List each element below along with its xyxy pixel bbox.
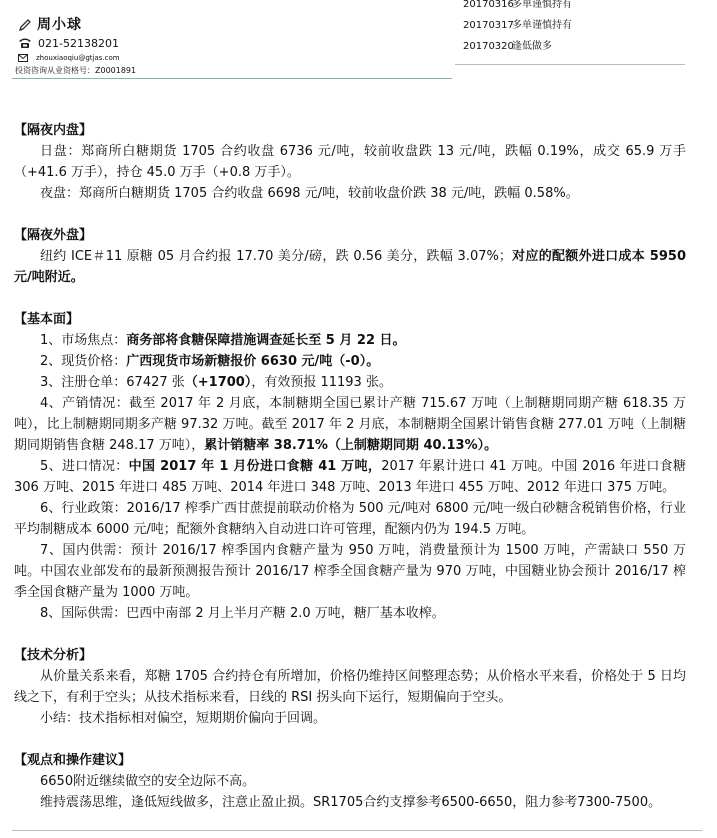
footer-divider: [12, 830, 702, 831]
industry-policy-item: 6、行业政策：2016/17 榨季广西甘蔗提前联动价格为 500 元/吨对 6800 元/吨一级白砂糖含税销售价格，行业平均制糖成本 6000 元/吨；配额外食糖纳入自动进口许可管理，配额内仍为 194.5 万吨。: [14, 501, 686, 537]
history-text: 多单谨慎持有: [512, 0, 572, 10]
warehouse-receipt-count: 3、注册仓单：67427 张: [40, 375, 185, 390]
section-title-overnight-domestic: 【隔夜内盘】: [14, 123, 93, 138]
spacer: [14, 288, 686, 309]
domestic-supply-demand-item: 7、国内供需：预计 2016/17 榨季国内食糖产量为 950 万吨，消费量预计为 1500 万吨，产需缺口 550 万吨。中国农业部发布的最新预测报告预计 2016/17 榨季全国食糖产量为 970 万吨，中国糖业协会预计 2016/17 榨季全国食糖产量为 1000 万吨。: [14, 543, 686, 600]
warehouse-receipt-change: （+1700）: [184, 375, 252, 390]
spot-price-label: 2、现货价格：: [40, 354, 127, 369]
history-date: 20170316: [463, 0, 514, 10]
imports-item: [14, 456, 686, 498]
section-title-fundamentals: 【基本面】: [14, 312, 80, 327]
history-date: 20170317: [463, 20, 514, 31]
spacer: [14, 204, 686, 225]
spot-price-item: [14, 351, 686, 372]
analyst-name: 周小球: [37, 16, 82, 33]
header-divider: [12, 78, 452, 79]
imports-label: 5、进口情况：: [40, 459, 129, 474]
night-session-paragraph: 夜盘：郑商所白糖期货 1705 合约收盘 6698 元/吨，较前收盘价跌 38 元/吨，跌幅 0.58%。: [40, 186, 579, 201]
spot-price-text: 广西现货市场新糖报价 6630 元/吨（-0）。: [126, 354, 380, 369]
history-divider: [455, 64, 685, 65]
advice-paragraph-1: 6650附近继续做空的安全边际不高。: [40, 774, 256, 789]
license-number: 投资咨询从业资格号：Z0001891: [15, 66, 137, 75]
section-title-overnight-foreign: 【隔夜外盘】: [14, 228, 93, 243]
day-session-paragraph: 日盘：郑商所白糖期货 1705 合约收盘 6736 元/吨，较前收盘跌 13 元/吨，跌幅 0.19%，成交 65.9 万手（+41.6 万手），持仓 45.0 万手（+0.8 万手）。: [14, 144, 686, 180]
history-item: [463, 15, 703, 36]
market-focus-item: [14, 330, 686, 351]
recommendation-history: [463, 0, 703, 57]
warehouse-receipt-item: [14, 372, 686, 393]
import-cost-highlight: 对应的配额外进口成本 5950 元/吨附近。: [14, 249, 686, 285]
section-title-technical: 【技术分析】: [14, 648, 93, 663]
phone-number: 021-52138201: [38, 36, 119, 50]
market-focus-text: 商务部将食糖保障措施调查延长至 5 月 22 日。: [126, 333, 406, 348]
email-icon: [18, 54, 28, 62]
warehouse-receipt-forecast: ，有效预报 11193 张。: [251, 375, 392, 390]
section-title-advice: 【观点和操作建议】: [14, 753, 132, 768]
email-address: zhouxiaoqiu@gtjas.com: [36, 53, 120, 62]
production-sales-text: 4、产销情况：截至 2017 年 2 月底，本制糖期全国已累计产糖 715.67 万吨（上制糖期同期产糖 618.35 万吨），比上制糖期同期多产糖 97.32 万吨。截至 2017 年 2 月底，本制糖期全国累计销售食糖 277.01 万吨（上制糖期同期销售食糖 248.17 万吨），: [14, 396, 686, 453]
email-row: [18, 51, 120, 65]
technical-analysis-paragraph: 从价量关系来看，郑糖 1705 合约持仓有所增加，价格仍维持区间整理态势；从价格水平来看，价格处于 5 日均线之下，有利于空头；从技术指标来看，日线的 RSI 拐头向下运行，短期偏向于空头。: [14, 669, 686, 705]
history-date: 20170320: [463, 41, 514, 52]
production-sales-item: [14, 393, 686, 456]
spacer: [14, 729, 686, 750]
market-focus-label: 1、市场焦点：: [40, 333, 127, 348]
imports-highlight: 中国 2017 年 1 月份进口食糖 41 万吨，: [128, 459, 382, 474]
phone-icon: [18, 37, 32, 49]
technical-summary: 小结：技术指标相对偏空，短期期价偏向于回调。: [40, 711, 327, 726]
foreign-market-text: 纽约 ICE＃11 原糖 05 月合约报 17.70 美分/磅，跌 0.56 美分，跌幅 3.07%；: [40, 249, 512, 264]
history-item: [463, 0, 703, 15]
history-text: 多单谨慎持有: [512, 20, 572, 31]
pen-icon: [18, 18, 32, 32]
history-item: [463, 36, 703, 57]
foreign-market-paragraph: [14, 246, 686, 288]
international-supply-demand-item: 8、国际供需：巴西中南部 2 月上半月产糖 2.0 万吨，糖厂基本收榨。: [40, 606, 445, 621]
advice-paragraph-2: 维持震荡思维，逢低短线做多，注意止盈止损。SR1705合约支撑参考6500-6650，阻力参考7300-7500。: [40, 795, 662, 810]
analyst-header: [15, 0, 448, 80]
spacer: [14, 624, 686, 645]
history-text: 逢低做多: [512, 41, 552, 52]
imports-text: 2017 年累计进口 41 万吨。中国 2016 年进口食糖 306 万吨、2015 年进口 485 万吨、2014 年进口 348 万吨、2013 年进口 455 万吨、2012 年进口 375 万吨。: [14, 459, 686, 495]
report-body: [14, 120, 686, 813]
sales-rate-highlight: 累计销糖率 38.71%（上制糖期同期 40.13%）。: [204, 438, 498, 453]
